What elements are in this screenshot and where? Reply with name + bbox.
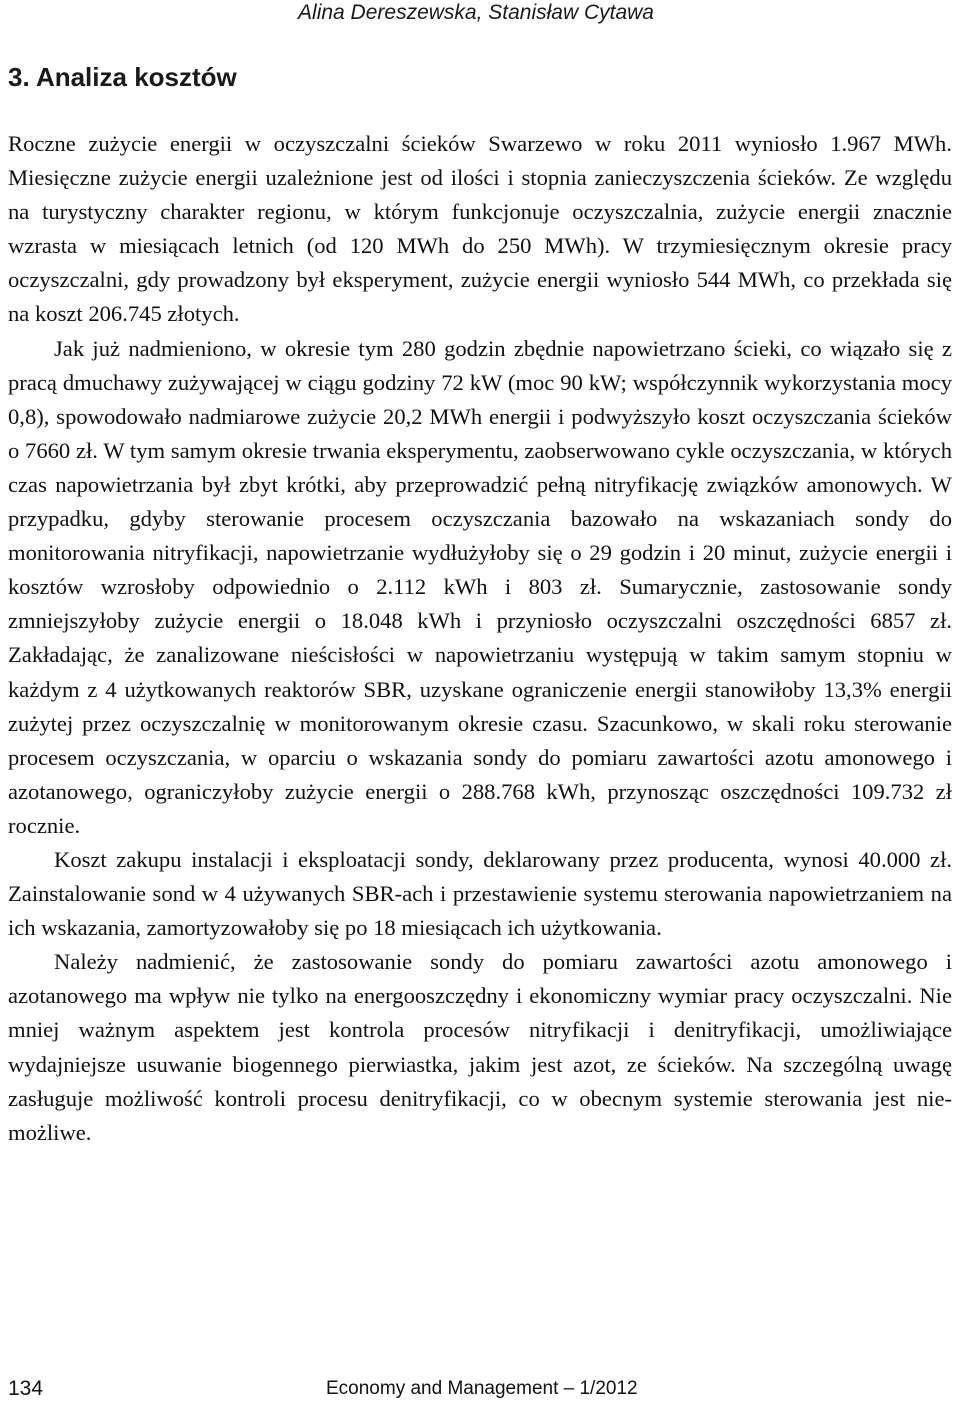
page-footer [8,1377,952,1403]
section-title: 3. Analiza kosztów [8,62,237,92]
running-head-authors: Alina Dereszewska, Stanisław Cytawa [298,1,654,24]
page-number: 134 [8,1377,44,1400]
journal-name: Economy and Management – 1/2012 [326,1378,638,1399]
paragraph: Jak już nadmieniono, w okresie tym 280 godzin zbędnie napowietrzano ścieki, co wiązało się z pracą dmuchawy zużywającej w ciągu godziny 72 kW (moc 90 kW; współczynnik wykorzystania mocy 0,8), spowodowało nadmiarowe zużycie 20,2 MWh energii i podwyższyło koszt oczyszczania ścieków o 7660 zł. W tym samym okresie trwania eksperymentu, zaobserwowano cykle oczyszczania, w których czas napowietrzania był zbyt krótki, aby przeprowadzić pełną nitryfikację związków amonowych. W przypadku, gdyby sterowanie procesem oczyszczania bazowało na wskazaniach sondy do monitorowania nitryfikacji, napowietrzanie wydłużyłoby się o 29 godzin i 20 minut, zużycie energii i kosztów wzrosłoby odpowiednio o 2.112 kWh i 803 zł. Sumarycznie, zastosowanie sondy zmniejszyłoby zużycie energii o 18.048 kWh i przyniosło oczyszczalni oszczędności 6857 zł. Zakładając, że zanalizowane nieścisłości w napowietrzaniu występują w takim samym stopniu w każdym z 4 użytkowanych reaktorów SBR, uzyskane ograniczenie energii stanowiłoby 13,3% energii zużytej przez oczyszczalnię w monitorowanym okresie czasu. Szacunkowo, w skali roku sterowanie procesem oczyszczania, w oparciu o wskazania sondy do pomiaru zawartości azotu amonowego i azotanowego, ograniczyłoby zużycie energii o 288.768 kWh, przynosząc oszczędności 109.732 zł rocznie. [8,335,952,838]
paragraph: Należy nadmienić, że zastosowanie sondy do pomiaru zawartości azotu amonowego i azotanowego ma wpływ nie tylko na energooszczędny i ekonomiczny wymiar pracy oczyszczalni. Nie mniej ważnym aspektem jest kontrola procesów nitryfikacji i denitryfikacji, umożliwiające wydajniejsze usuwanie biogennego pierwiastka, jakim jest azot, ze ścieków. Na szczególną uwagę zasługuje możliwość kontroli procesu denitryfikacji, co w obecnym systemie sterowania jest niemożliwe. [8,949,952,1145]
paragraph: Roczne zużycie energii w oczyszczalni ścieków Swarzewo w roku 2011 wyniosło 1.967 MWh. Miesięczne zużycie energii uzależnione jest od ilości i stopnia zanieczyszczenia ścieków. Ze względu na turystyczny charakter regionu, w którym funkcjonuje oczyszczalnia, zużycie energii znacznie wzrasta w miesiącach letnich (od 120 MWh do 250 MWh). W trzymiesięcznym okresie pracy oczyszczalni, gdy prowadzony był eksperyment, zużycie energii wyniosło 544 MWh, co przekłada się na koszt 206.745 złotych. [8,131,952,327]
body-text [8,127,952,1150]
paragraph: Koszt zakupu instalacji i eksploatacji sondy, deklarowany przez producenta, wynosi 40.000 zł. Zainstalowanie sond w 4 używanych SBR-ach i przestawienie systemu sterowania napowietrzaniem na ich wskazania, zamortyzowałoby się po 18 miesiącach ich użytkowania. [8,846,952,941]
